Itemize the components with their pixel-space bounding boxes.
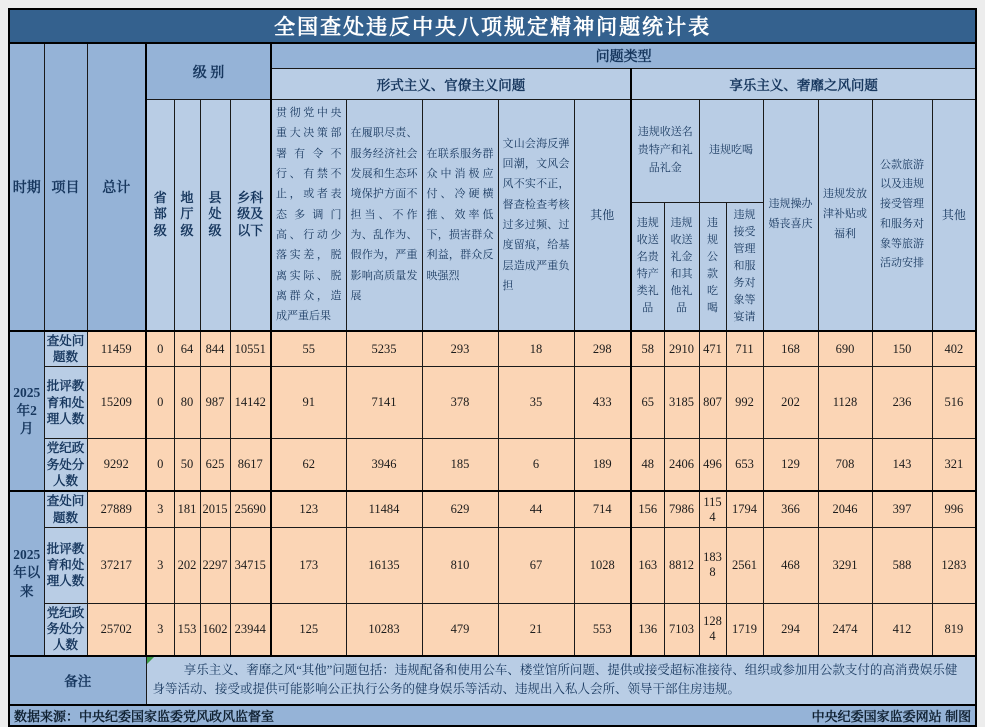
data-cell: 65 bbox=[631, 367, 664, 439]
data-cell: 397 bbox=[872, 491, 932, 527]
data-cell: 629 bbox=[422, 491, 498, 527]
data-cell: 23944 bbox=[230, 603, 271, 656]
data-cell: 516 bbox=[932, 367, 976, 439]
data-cell: 1794 bbox=[726, 491, 763, 527]
data-cell: 91 bbox=[271, 367, 346, 439]
data-cell: 553 bbox=[574, 603, 631, 656]
data-cell: 27889 bbox=[87, 491, 146, 527]
data-cell: 0 bbox=[146, 439, 174, 492]
data-cell: 168 bbox=[763, 331, 818, 367]
data-cell: 378 bbox=[422, 367, 498, 439]
data-cell: 7103 bbox=[664, 603, 699, 656]
header-level-prefecture: 地厅级 bbox=[174, 100, 200, 331]
data-cell: 9292 bbox=[87, 439, 146, 492]
data-cell: 653 bbox=[726, 439, 763, 492]
data-cell: 5235 bbox=[346, 331, 422, 367]
data-cell: 0 bbox=[146, 331, 174, 367]
header-allowances: 违规发放津补贴或福利 bbox=[818, 100, 872, 331]
header-level-group: 级 别 bbox=[146, 43, 271, 100]
data-cell: 18 bbox=[498, 331, 574, 367]
data-cell: 1719 bbox=[726, 603, 763, 656]
row-label: 查处问题数 bbox=[44, 491, 87, 527]
header-formalism-col-1: 贯彻党中央重大决策部署有令不行、有禁不止，或者表态多调门高、行动少落实差，脱离实际、脱离群众，造成严重后果 bbox=[271, 100, 346, 331]
data-cell: 412 bbox=[872, 603, 932, 656]
header-item: 项目 bbox=[44, 43, 87, 331]
data-cell: 50 bbox=[174, 439, 200, 492]
data-cell: 2474 bbox=[818, 603, 872, 656]
data-cell: 819 bbox=[932, 603, 976, 656]
row-label: 党纪政务处分人数 bbox=[44, 603, 87, 656]
data-cell: 3185 bbox=[664, 367, 699, 439]
data-cell: 1128 bbox=[818, 367, 872, 439]
row-label: 查处问题数 bbox=[44, 331, 87, 367]
header-hedonism-other: 其他 bbox=[932, 100, 976, 331]
data-cell: 6 bbox=[498, 439, 574, 492]
data-cell: 1028 bbox=[574, 527, 631, 603]
data-cell: 810 bbox=[422, 527, 498, 603]
header-formalism-col-4: 文山会海反弹回潮，文风会风不实不正，督查检查考核过多过频、过度留痕，给基层造成严重负担 bbox=[498, 100, 574, 331]
data-cell: 64 bbox=[174, 331, 200, 367]
data-cell: 588 bbox=[872, 527, 932, 603]
header-gifts-group: 违规收送名贵特产和礼品礼金 bbox=[631, 100, 699, 203]
header-formalism-other: 其他 bbox=[574, 100, 631, 331]
data-cell: 67 bbox=[498, 527, 574, 603]
data-cell: 690 bbox=[818, 331, 872, 367]
data-cell: 1154 bbox=[699, 491, 726, 527]
data-cell: 129 bbox=[763, 439, 818, 492]
data-cell: 189 bbox=[574, 439, 631, 492]
data-cell: 25702 bbox=[87, 603, 146, 656]
data-cell: 3 bbox=[146, 603, 174, 656]
header-formalism-col-3: 在联系服务群众中消极应付、冷硬横推、效率低下，损害群众利益，群众反映强烈 bbox=[422, 100, 498, 331]
data-cell: 173 bbox=[271, 527, 346, 603]
header-level-township: 乡科级及以下 bbox=[230, 100, 271, 331]
page-title: 全国查处违反中央八项规定精神问题统计表 bbox=[9, 9, 976, 43]
data-cell: 496 bbox=[699, 439, 726, 492]
data-cell: 14142 bbox=[230, 367, 271, 439]
header-level-county: 县处级 bbox=[200, 100, 230, 331]
data-cell: 202 bbox=[174, 527, 200, 603]
data-cell: 8812 bbox=[664, 527, 699, 603]
data-cell: 714 bbox=[574, 491, 631, 527]
green-corner-marker bbox=[147, 657, 154, 664]
data-cell: 992 bbox=[726, 367, 763, 439]
data-cell: 11459 bbox=[87, 331, 146, 367]
data-cell: 15209 bbox=[87, 367, 146, 439]
data-cell: 62 bbox=[271, 439, 346, 492]
note-cell bbox=[146, 656, 976, 705]
header-dining-sub-1: 违规公款吃喝 bbox=[699, 202, 726, 331]
data-cell: 625 bbox=[200, 439, 230, 492]
header-formalism-col-2: 在履职尽责、服务经济社会发展和生态环境保护方面不担当、不作为、乱作为、假作为，严重影响高质量发展 bbox=[346, 100, 422, 331]
data-cell: 80 bbox=[174, 367, 200, 439]
data-cell: 433 bbox=[574, 367, 631, 439]
row-label: 批评教育和处理人数 bbox=[44, 527, 87, 603]
data-cell: 1602 bbox=[200, 603, 230, 656]
data-cell: 1284 bbox=[699, 603, 726, 656]
period-label: 2025年以来 bbox=[9, 491, 44, 656]
data-cell: 11484 bbox=[346, 491, 422, 527]
data-cell: 294 bbox=[763, 603, 818, 656]
header-dining-sub-2: 违规接受管理和服务对象等宴请 bbox=[726, 202, 763, 331]
statistics-table bbox=[8, 8, 977, 727]
header-gifts-sub-1: 违规收送名贵特产类礼品 bbox=[631, 202, 664, 331]
data-cell: 468 bbox=[763, 527, 818, 603]
data-cell: 10283 bbox=[346, 603, 422, 656]
data-cell: 807 bbox=[699, 367, 726, 439]
data-cell: 3291 bbox=[818, 527, 872, 603]
data-cell: 1283 bbox=[932, 527, 976, 603]
data-cell: 471 bbox=[699, 331, 726, 367]
data-cell: 2910 bbox=[664, 331, 699, 367]
footer-bar bbox=[9, 705, 976, 726]
row-label: 党纪政务处分人数 bbox=[44, 439, 87, 492]
header-level-provincial: 省部级 bbox=[146, 100, 174, 331]
data-cell: 8617 bbox=[230, 439, 271, 492]
data-cell: 2297 bbox=[200, 527, 230, 603]
data-cell: 479 bbox=[422, 603, 498, 656]
data-cell: 153 bbox=[174, 603, 200, 656]
data-cell: 3 bbox=[146, 491, 174, 527]
header-formalism-group: 形式主义、官僚主义问题 bbox=[271, 69, 631, 100]
data-cell: 7986 bbox=[664, 491, 699, 527]
data-cell: 163 bbox=[631, 527, 664, 603]
data-cell: 55 bbox=[271, 331, 346, 367]
data-cell: 996 bbox=[932, 491, 976, 527]
data-cell: 35 bbox=[498, 367, 574, 439]
header-total: 总计 bbox=[87, 43, 146, 331]
data-cell: 7141 bbox=[346, 367, 422, 439]
data-cell: 48 bbox=[631, 439, 664, 492]
period-label: 2025年2月 bbox=[9, 331, 44, 492]
data-cell: 321 bbox=[932, 439, 976, 492]
data-cell: 37217 bbox=[87, 527, 146, 603]
data-cell: 150 bbox=[872, 331, 932, 367]
main-table bbox=[8, 8, 977, 727]
note-text: 享乐主义、奢靡之风“其他”问题包括：违规配备和使用公车、楼堂馆所问题、提供或接受超标准接待、组织或参加用公款支付的高消费娱乐健身等活动、接受或提供可能影响公正执行公务的健身娱乐等活动、违规出入私人会所、领导干部住房违规。 bbox=[152, 662, 958, 697]
data-cell: 3 bbox=[146, 527, 174, 603]
data-cell: 2561 bbox=[726, 527, 763, 603]
header-hedonism-group: 享乐主义、奢靡之风问题 bbox=[631, 69, 976, 100]
data-cell: 10551 bbox=[230, 331, 271, 367]
data-cell: 366 bbox=[763, 491, 818, 527]
header-travel: 公款旅游以及违规接受管理和服务对象等旅游活动安排 bbox=[872, 100, 932, 331]
data-cell: 136 bbox=[631, 603, 664, 656]
data-source-text: 数据来源：中央纪委国家监委党风政风监督室 bbox=[14, 708, 275, 724]
note-label: 备注 bbox=[9, 656, 146, 705]
header-gifts-sub-2: 违规收送礼金和其他礼品 bbox=[664, 202, 699, 331]
footer-bar-content bbox=[14, 706, 971, 725]
header-weddings: 违规操办婚丧喜庆 bbox=[763, 100, 818, 331]
data-cell: 844 bbox=[200, 331, 230, 367]
data-cell: 34715 bbox=[230, 527, 271, 603]
data-cell: 2406 bbox=[664, 439, 699, 492]
data-cell: 125 bbox=[271, 603, 346, 656]
data-cell: 25690 bbox=[230, 491, 271, 527]
data-cell: 0 bbox=[146, 367, 174, 439]
row-label: 批评教育和处理人数 bbox=[44, 367, 87, 439]
data-cell: 21 bbox=[498, 603, 574, 656]
data-cell: 16135 bbox=[346, 527, 422, 603]
data-cell: 711 bbox=[726, 331, 763, 367]
data-cell: 708 bbox=[818, 439, 872, 492]
data-cell: 156 bbox=[631, 491, 664, 527]
data-cell: 987 bbox=[200, 367, 230, 439]
header-problem-type: 问题类型 bbox=[271, 43, 976, 69]
data-cell: 202 bbox=[763, 367, 818, 439]
data-cell: 402 bbox=[932, 331, 976, 367]
data-cell: 44 bbox=[498, 491, 574, 527]
credit-text: 中央纪委国家监委网站 制图 bbox=[811, 708, 972, 724]
data-cell: 298 bbox=[574, 331, 631, 367]
data-cell: 123 bbox=[271, 491, 346, 527]
data-cell: 143 bbox=[872, 439, 932, 492]
data-cell: 2015 bbox=[200, 491, 230, 527]
data-cell: 2046 bbox=[818, 491, 872, 527]
header-dining-group: 违规吃喝 bbox=[699, 100, 763, 203]
data-cell: 185 bbox=[422, 439, 498, 492]
data-cell: 1838 bbox=[699, 527, 726, 603]
data-cell: 3946 bbox=[346, 439, 422, 492]
data-cell: 58 bbox=[631, 331, 664, 367]
header-period: 时期 bbox=[9, 43, 44, 331]
data-cell: 293 bbox=[422, 331, 498, 367]
data-cell: 181 bbox=[174, 491, 200, 527]
data-cell: 236 bbox=[872, 367, 932, 439]
